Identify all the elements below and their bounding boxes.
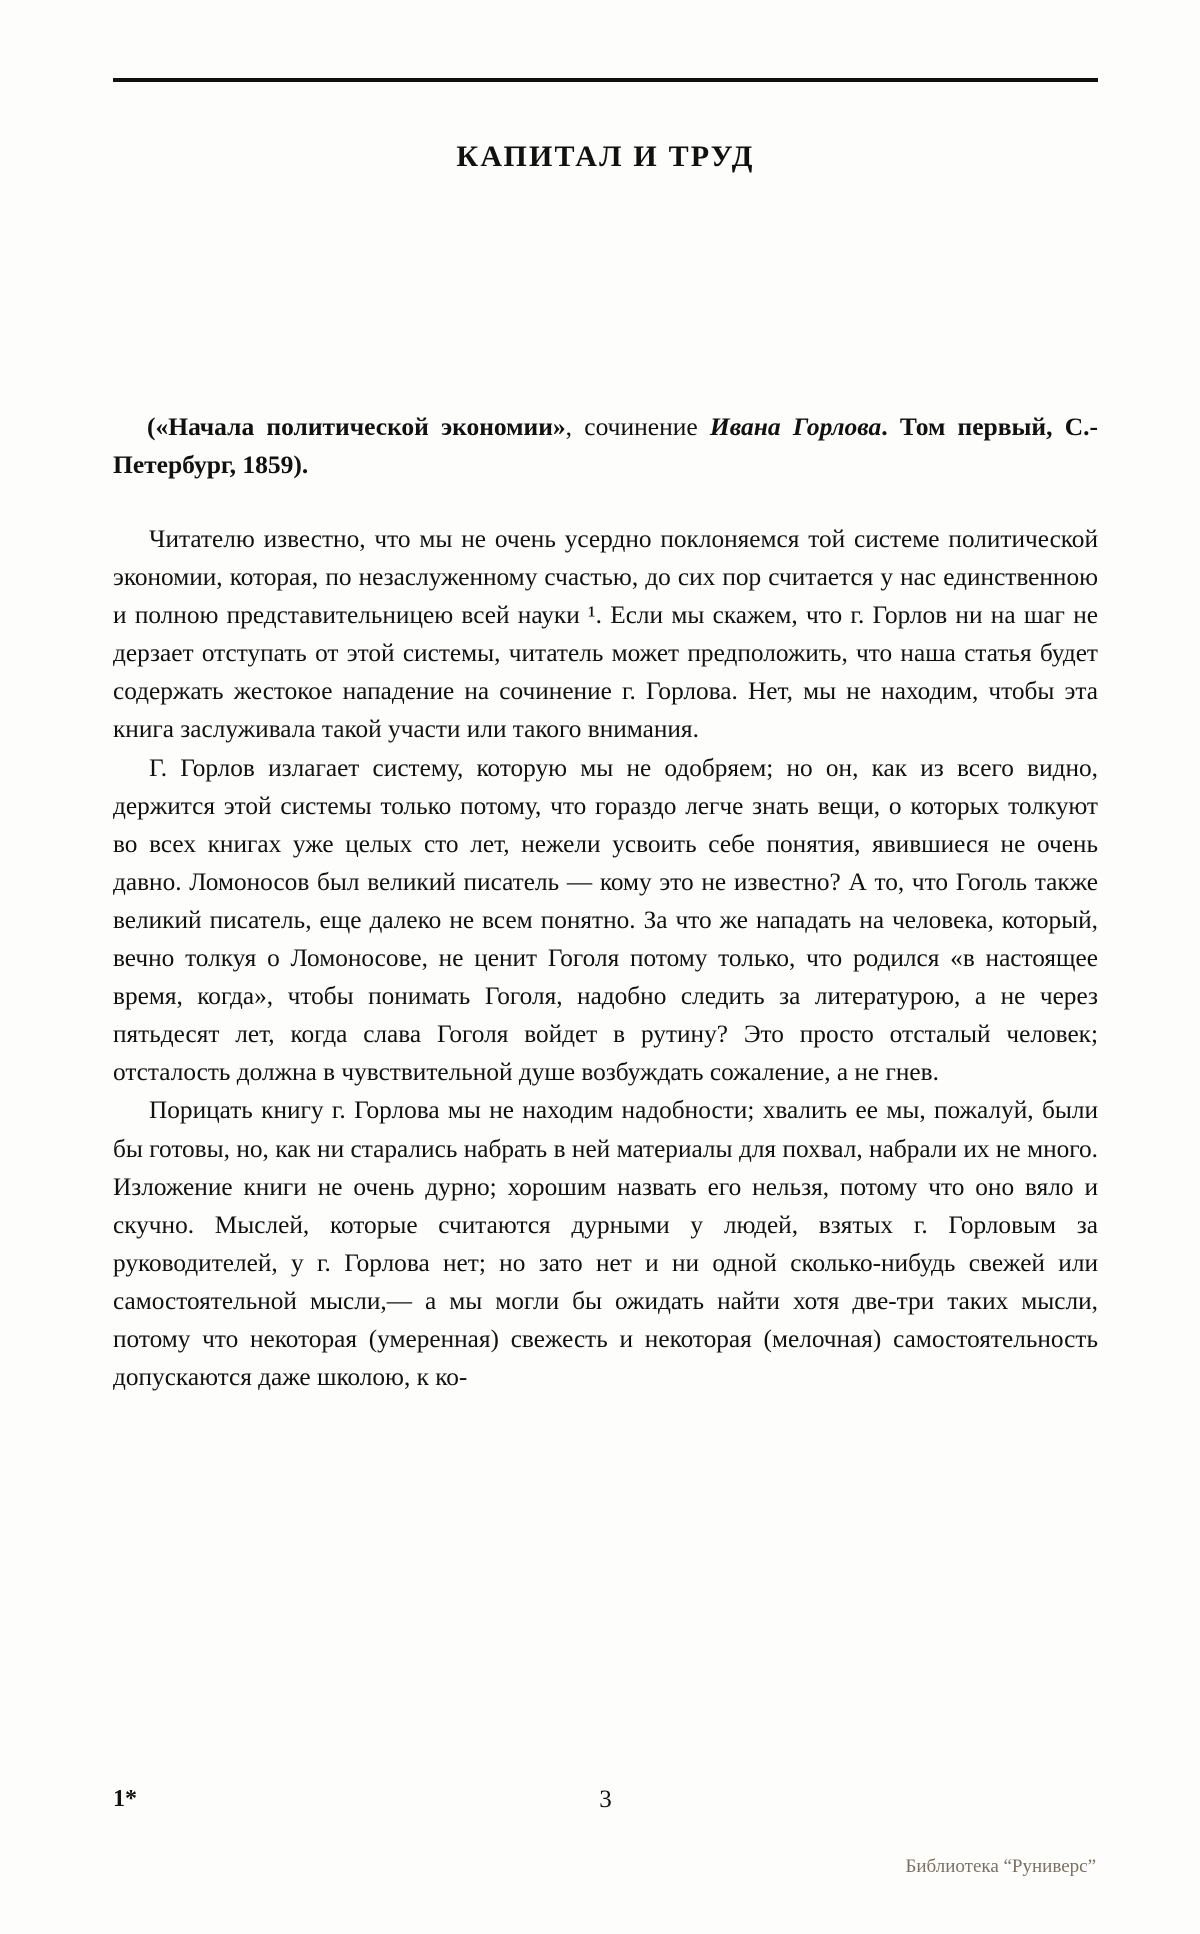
subtitle-prefix: («Начала политической экономии» bbox=[147, 412, 566, 441]
signature-mark: 1* bbox=[113, 1786, 137, 1812]
library-watermark: Библиотека “Руниверс” bbox=[905, 1856, 1096, 1877]
paragraph: Читателю известно, что мы не очень усердно поклоняемся той системе политической экономии, которая, по незаслуженному счастью, до сих пор считается у нас единственною и полною представительницею всей науки ¹. Если мы скажем, что г. Горлов ни на шаг не дерзает отступать от этой системы, читатель может предположить, что наша статья будет содержать жестокое нападение на сочинение г. Горлова. Нет, мы не находим, чтобы эта книга заслуживала такой участи или такого внимания. bbox=[113, 525, 1098, 744]
article-subtitle bbox=[113, 408, 1098, 484]
subtitle-suffix: . Том первый, С.-Петербург, 1859). bbox=[113, 412, 1098, 479]
page-title: КАПИТАЛ И ТРУД bbox=[456, 140, 755, 173]
subtitle-middle: , сочинение bbox=[565, 412, 710, 441]
body-text bbox=[113, 520, 1098, 1396]
paragraph: Порицать книгу г. Горлова мы не находим надобности; хвалить ее мы, пожалуй, были бы готовы, но, как ни старались набрать в ней материалы для похвал, набрали их не много. Изложение книги не очень дурно; хорошим назвать его нельзя, потому что оно вяло и скучно. Мыслей, которые считаются дурными у людей, взятых г. Горловым за руководителей, у г. Горлова нет; но зато нет и ни одной сколько-нибудь свежей или самостоятельной мысли,— а мы могли бы ожидать найти хотя две-три таких мысли, потому что некоторая (умеренная) свежесть и некоторая (мелочная) самостоятельность допускаются даже школою, к ко- bbox=[113, 1096, 1098, 1392]
header-rule bbox=[113, 78, 1098, 82]
page-number: 3 bbox=[599, 1786, 612, 1813]
subtitle-author: Ивана Горлова bbox=[709, 412, 882, 441]
paragraph: Г. Горлов излагает систему, которую мы не одобряем; но он, как из всего видно, держится этой системы только потому, что гораздо легче знать вещи, о которых толкуют во всех книгах уже целых сто лет, нежели усвоить себе понятия, явившиеся не очень давно. Ломоносов был великий писатель — кому это не известно? А то, что Гоголь также великий писатель, еще далеко не всем понятно. За что же нападать на человека, который, вечно толкуя о Ломоносове, не ценит Гоголя потому только, что родился «в настоящее время, когда», чтобы понимать Гоголя, надобно следить за литературою, а не через пятьдесят лет, когда слава Гоголя войдет в рутину? Это просто отсталый человек; отсталость должна в чувствительной душе возбуждать сожаление, а не гнев. bbox=[113, 753, 1098, 1087]
